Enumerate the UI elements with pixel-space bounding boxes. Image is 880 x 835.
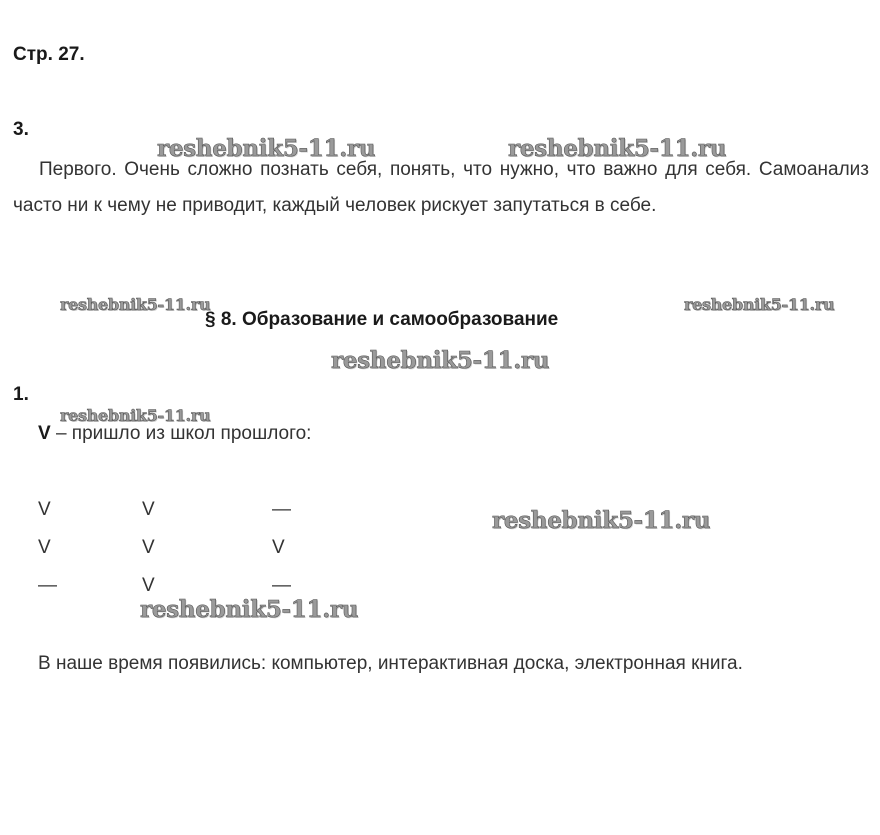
watermark: reshebnik5-11.ru: [60, 406, 211, 425]
section-title: § 8. Образование и самообразование: [205, 309, 559, 330]
watermark: reshebnik5-11.ru: [60, 295, 211, 314]
watermark: reshebnik5-11.ru: [157, 135, 376, 162]
watermark: reshebnik5-11.ru: [508, 135, 727, 162]
v-mark: V: [38, 423, 51, 444]
v-legend-caption: – пришло из школ прошлого:: [50, 423, 312, 444]
watermark: reshebnik5-11.ru: [684, 295, 835, 314]
grid-cell: V: [38, 499, 51, 520]
grid-cell: V: [272, 537, 285, 558]
watermark: reshebnik5-11.ru: [331, 347, 550, 374]
task-3-answer: Первого. Очень сложно познать себя, понять, что нужно, что важно для себя. Самоанализ часто ни к чему не приводит, каждый человек рискует запутаться в себе.: [13, 159, 869, 216]
grid-cell: —: [272, 575, 291, 596]
watermark: reshebnik5-11.ru: [140, 596, 359, 623]
task-number-3: 3.: [13, 119, 29, 140]
v-legend: [38, 423, 311, 445]
task-1-footer: В наше время появились: компьютер, интерактивная доска, электронная книга.: [38, 653, 743, 674]
page-reference: Стр. 27.: [13, 44, 85, 65]
grid-cell: V: [142, 575, 155, 596]
task-number-1: 1.: [13, 384, 29, 405]
grid-cell: —: [38, 575, 57, 596]
grid-cell: V: [142, 499, 155, 520]
grid-cell: V: [38, 537, 51, 558]
grid-cell: —: [272, 499, 291, 520]
watermark: reshebnik5-11.ru: [492, 507, 711, 534]
grid-cell: V: [142, 537, 155, 558]
